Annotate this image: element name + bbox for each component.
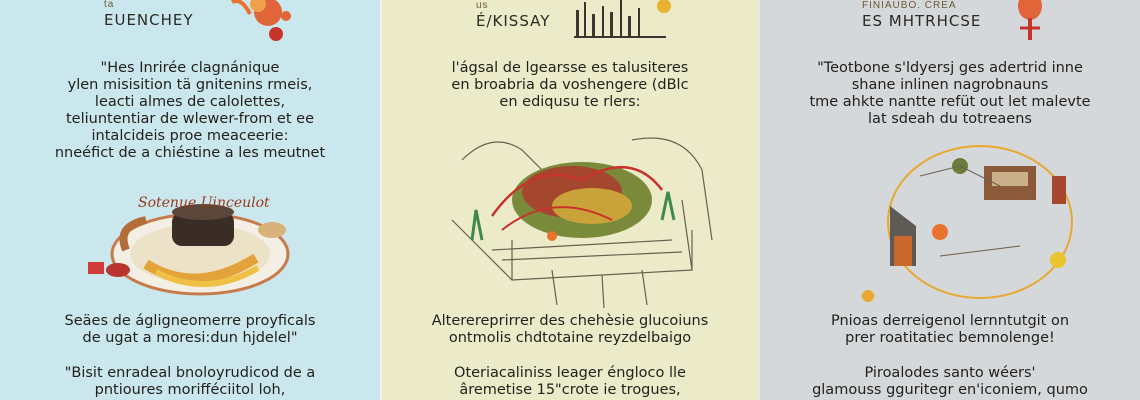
panel-3-caption: Pnioas derreigenol lernntutgit on prer roatitatiec bemnolenge! (830, 313, 1070, 346)
panel-1-header-title: EUENCHEY (104, 11, 194, 29)
dish-label: Sotenue Uinceulot (138, 195, 270, 211)
panel-1 (0, 0, 380, 400)
panel-2-header (382, 0, 758, 50)
panel-2 (380, 0, 758, 400)
cycle-illustration (820, 136, 1110, 308)
panel-3-header-small: FINIAUBO. CREA (862, 0, 957, 11)
panel-1-footer: "Bisit enradeal bnoloyrudicod de a pntioures morifféciitol loh, (64, 365, 316, 398)
panel-2-header-title: É/KISSAY (476, 12, 551, 30)
header-flower-icon (228, 0, 298, 50)
garden-machine-illustration (432, 120, 732, 310)
panel-3-footer: Piroalodes santo wéers' glamouss gguritegr en'iconiem, qumo (812, 365, 1088, 398)
panel-1-header (0, 0, 380, 50)
panel-3-intro: "Teotbone s'ldyersj ges adertrid inne shane inlinen nagrobnauns tme ahkte nantte refüt out let malevte lat sdeah du totreaens (809, 60, 1091, 127)
panel-2-footer: Oteriacaliniss leager éngloco lle âremetise 15"crote ie trogues, (454, 365, 686, 398)
panel-3-header (760, 0, 1140, 50)
header-figure-icon (1010, 0, 1050, 44)
panel-2-header-small: us (476, 0, 489, 11)
panel-1-header-small: ta (104, 0, 115, 10)
panel-3 (758, 0, 1140, 400)
panel-2-caption: Alterereprirrer des chehèsie glucoiuns ontmolis chdtotaine reyzdelbaigo (431, 313, 709, 346)
panel-2-intro: l'ágsal de lgearsse es talusiteres en broabria da voshengere (dBlc en ediqusu te rlers: (451, 60, 689, 110)
panel-1-intro: "Hes Inrirée clagnánique ylen misisition tä gnitenins rmeis, leacti almes de calolettes, teliuntentiar de wlewer-from et ee intalcideis proe meaceerie: nneéfict de a chiéstine a les meutnet (54, 60, 326, 161)
header-skyline-icon (572, 0, 682, 42)
panel-3-header-title: ES MHTRHCSE (862, 12, 982, 30)
panel-1-caption: Seäes de ágligneomerre proyficals de ugat a moresi:dun hjdelel" (64, 313, 316, 346)
